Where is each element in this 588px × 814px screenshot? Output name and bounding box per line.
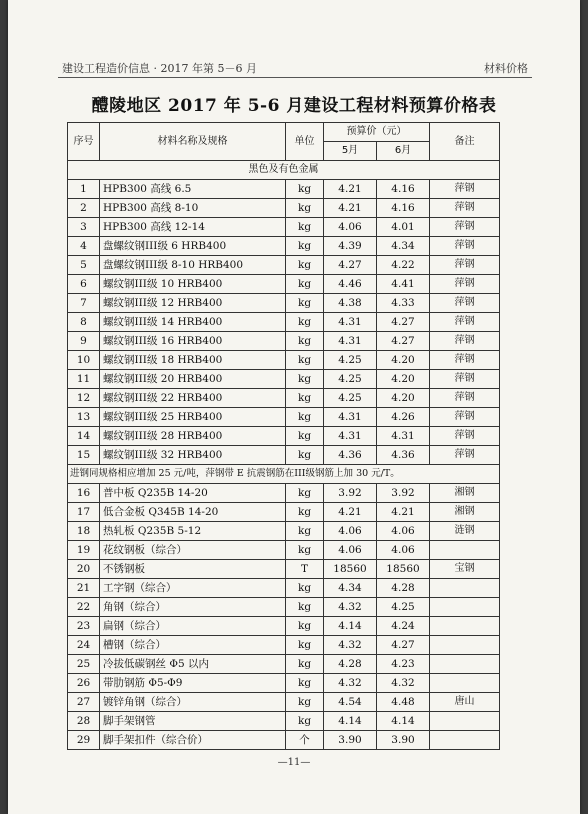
cell-price-may: 4.46 bbox=[324, 275, 377, 294]
cell-price-june: 4.27 bbox=[377, 332, 430, 351]
cell-unit: kg bbox=[286, 712, 324, 731]
table-row bbox=[68, 484, 500, 503]
cell-seq: 19 bbox=[68, 541, 100, 560]
cell-price-may: 4.06 bbox=[324, 218, 377, 237]
table-body bbox=[68, 161, 500, 750]
col-may-header: 5月 bbox=[324, 142, 377, 161]
table-row bbox=[68, 522, 500, 541]
cell-note: 宝钢 bbox=[430, 560, 500, 579]
cell-price-june: 4.14 bbox=[377, 712, 430, 731]
cell-name: 螺纹钢III级 20 HRB400 bbox=[100, 370, 286, 389]
cell-seq: 12 bbox=[68, 389, 100, 408]
cell-price-june: 4.41 bbox=[377, 275, 430, 294]
table-row bbox=[68, 712, 500, 731]
cell-price-june: 4.31 bbox=[377, 427, 430, 446]
cell-price-may: 3.90 bbox=[324, 731, 377, 750]
cell-seq: 14 bbox=[68, 427, 100, 446]
cell-price-june: 3.90 bbox=[377, 731, 430, 750]
cell-price-may: 4.25 bbox=[324, 389, 377, 408]
cell-seq: 20 bbox=[68, 560, 100, 579]
cell-note: 萍钢 bbox=[430, 218, 500, 237]
table-row bbox=[68, 389, 500, 408]
cell-seq: 27 bbox=[68, 693, 100, 712]
cell-note: 萍钢 bbox=[430, 275, 500, 294]
cell-price-june: 4.48 bbox=[377, 693, 430, 712]
table-row bbox=[68, 408, 500, 427]
cell-price-june: 4.16 bbox=[377, 199, 430, 218]
table-row bbox=[68, 313, 500, 332]
cell-note bbox=[430, 579, 500, 598]
cell-name: 角钢（综合） bbox=[100, 598, 286, 617]
document-page bbox=[8, 0, 580, 814]
cell-name: 镀锌角钢（综合） bbox=[100, 693, 286, 712]
cell-unit: kg bbox=[286, 427, 324, 446]
cell-unit: kg bbox=[286, 180, 324, 199]
cell-unit: T bbox=[286, 560, 324, 579]
cell-price-may: 4.32 bbox=[324, 598, 377, 617]
cell-seq: 4 bbox=[68, 237, 100, 256]
cell-price-may: 4.36 bbox=[324, 446, 377, 465]
cell-seq: 22 bbox=[68, 598, 100, 617]
cell-name: HPB300 高线 8-10 bbox=[100, 199, 286, 218]
price-table bbox=[67, 122, 500, 750]
cell-price-may: 4.25 bbox=[324, 351, 377, 370]
cell-note bbox=[430, 636, 500, 655]
cell-note bbox=[430, 674, 500, 693]
cell-price-june: 4.20 bbox=[377, 370, 430, 389]
cell-note: 萍钢 bbox=[430, 256, 500, 275]
header-rule bbox=[58, 77, 532, 78]
table-row bbox=[68, 275, 500, 294]
cell-price-may: 4.38 bbox=[324, 294, 377, 313]
cell-unit: kg bbox=[286, 693, 324, 712]
cell-unit: kg bbox=[286, 332, 324, 351]
cell-unit: kg bbox=[286, 313, 324, 332]
table-row bbox=[68, 693, 500, 712]
cell-price-may: 4.21 bbox=[324, 180, 377, 199]
table-row bbox=[68, 180, 500, 199]
cell-name: 螺纹钢III级 10 HRB400 bbox=[100, 275, 286, 294]
cell-price-may: 4.54 bbox=[324, 693, 377, 712]
cell-name: HPB300 高线 12-14 bbox=[100, 218, 286, 237]
cell-unit: kg bbox=[286, 389, 324, 408]
cell-name: 冷拔低碳钢丝 Φ5 以内 bbox=[100, 655, 286, 674]
col-june-header: 6月 bbox=[377, 142, 430, 161]
cell-unit: kg bbox=[286, 598, 324, 617]
cell-note: 萍钢 bbox=[430, 332, 500, 351]
cell-unit: kg bbox=[286, 408, 324, 427]
cell-price-june: 4.32 bbox=[377, 674, 430, 693]
cell-price-june: 4.16 bbox=[377, 180, 430, 199]
cell-seq: 11 bbox=[68, 370, 100, 389]
cell-price-june: 4.24 bbox=[377, 617, 430, 636]
cell-unit: kg bbox=[286, 351, 324, 370]
cell-seq: 15 bbox=[68, 446, 100, 465]
cell-seq: 7 bbox=[68, 294, 100, 313]
cell-price-may: 4.31 bbox=[324, 313, 377, 332]
cell-unit: kg bbox=[286, 446, 324, 465]
cell-name: 脚手架钢管 bbox=[100, 712, 286, 731]
cell-seq: 1 bbox=[68, 180, 100, 199]
cell-note: 萍钢 bbox=[430, 237, 500, 256]
cell-price-may: 4.14 bbox=[324, 617, 377, 636]
cell-name: 扁钢（综合） bbox=[100, 617, 286, 636]
table-row bbox=[68, 370, 500, 389]
cell-note: 萍钢 bbox=[430, 446, 500, 465]
table-row bbox=[68, 218, 500, 237]
cell-unit: kg bbox=[286, 370, 324, 389]
section-heading: 黑色及有色金属 bbox=[68, 161, 500, 180]
cell-seq: 17 bbox=[68, 503, 100, 522]
cell-unit: kg bbox=[286, 617, 324, 636]
cell-unit: kg bbox=[286, 522, 324, 541]
cell-name: 螺纹钢III级 14 HRB400 bbox=[100, 313, 286, 332]
cell-unit: kg bbox=[286, 484, 324, 503]
cell-seq: 18 bbox=[68, 522, 100, 541]
cell-note bbox=[430, 541, 500, 560]
cell-name: 螺纹钢III级 32 HRB400 bbox=[100, 446, 286, 465]
cell-name: 花纹钢板（综合） bbox=[100, 541, 286, 560]
cell-price-june: 18560 bbox=[377, 560, 430, 579]
cell-note: 萍钢 bbox=[430, 199, 500, 218]
cell-name: 普中板 Q235B 14-20 bbox=[100, 484, 286, 503]
cell-unit: kg bbox=[286, 218, 324, 237]
cell-seq: 21 bbox=[68, 579, 100, 598]
table-row bbox=[68, 503, 500, 522]
cell-name: 螺纹钢III级 22 HRB400 bbox=[100, 389, 286, 408]
table-row bbox=[68, 256, 500, 275]
cell-price-may: 4.14 bbox=[324, 712, 377, 731]
cell-unit: kg bbox=[286, 503, 324, 522]
cell-seq: 9 bbox=[68, 332, 100, 351]
cell-seq: 29 bbox=[68, 731, 100, 750]
cell-price-june: 4.36 bbox=[377, 446, 430, 465]
table-row bbox=[68, 332, 500, 351]
cell-price-may: 4.21 bbox=[324, 199, 377, 218]
cell-price-may: 4.28 bbox=[324, 655, 377, 674]
cell-seq: 2 bbox=[68, 199, 100, 218]
cell-note: 萍钢 bbox=[430, 180, 500, 199]
cell-price-june: 4.20 bbox=[377, 351, 430, 370]
table-row bbox=[68, 351, 500, 370]
cell-name: 螺纹钢III级 18 HRB400 bbox=[100, 351, 286, 370]
cell-price-june: 4.28 bbox=[377, 579, 430, 598]
cell-price-may: 4.25 bbox=[324, 370, 377, 389]
table-row bbox=[68, 731, 500, 750]
cell-unit: kg bbox=[286, 674, 324, 693]
table-row bbox=[68, 674, 500, 693]
cell-price-may: 4.21 bbox=[324, 503, 377, 522]
cell-seq: 23 bbox=[68, 617, 100, 636]
cell-note: 涟钢 bbox=[430, 522, 500, 541]
cell-name: 不锈钢板 bbox=[100, 560, 286, 579]
cell-name: 槽钢（综合） bbox=[100, 636, 286, 655]
cell-unit: kg bbox=[286, 294, 324, 313]
cell-name: 热轧板 Q235B 5-12 bbox=[100, 522, 286, 541]
cell-note bbox=[430, 598, 500, 617]
col-name-header: 材料名称及规格 bbox=[100, 123, 286, 161]
cell-price-may: 4.32 bbox=[324, 674, 377, 693]
cell-price-june: 4.01 bbox=[377, 218, 430, 237]
cell-price-may: 4.31 bbox=[324, 427, 377, 446]
cell-note: 萍钢 bbox=[430, 370, 500, 389]
cell-note: 萍钢 bbox=[430, 294, 500, 313]
cell-note bbox=[430, 731, 500, 750]
table-row bbox=[68, 427, 500, 446]
cell-price-june: 4.23 bbox=[377, 655, 430, 674]
table-row bbox=[68, 579, 500, 598]
cell-price-may: 4.27 bbox=[324, 256, 377, 275]
cell-note: 萍钢 bbox=[430, 427, 500, 446]
cell-price-june: 4.06 bbox=[377, 522, 430, 541]
table-row bbox=[68, 294, 500, 313]
cell-seq: 25 bbox=[68, 655, 100, 674]
cell-price-june: 4.25 bbox=[377, 598, 430, 617]
table-header bbox=[68, 123, 500, 161]
cell-note bbox=[430, 655, 500, 674]
cell-name: 工字钢（综合） bbox=[100, 579, 286, 598]
cell-price-june: 4.22 bbox=[377, 256, 430, 275]
cell-price-may: 4.39 bbox=[324, 237, 377, 256]
cell-seq: 6 bbox=[68, 275, 100, 294]
cell-unit: 个 bbox=[286, 731, 324, 750]
cell-unit: kg bbox=[286, 199, 324, 218]
cell-note: 萍钢 bbox=[430, 389, 500, 408]
cell-price-june: 4.34 bbox=[377, 237, 430, 256]
cell-price-june: 4.27 bbox=[377, 313, 430, 332]
table-row bbox=[68, 636, 500, 655]
cell-note: 萍钢 bbox=[430, 408, 500, 427]
col-unit-header: 单位 bbox=[286, 123, 324, 161]
table-row bbox=[68, 617, 500, 636]
cell-seq: 28 bbox=[68, 712, 100, 731]
cell-price-june: 4.20 bbox=[377, 389, 430, 408]
table-row bbox=[68, 655, 500, 674]
price-notice: 进钢同规格相应增加 25 元/吨，萍钢带 E 抗震钢筋在III级钢筋上加 30 元/T。 bbox=[68, 465, 500, 484]
cell-name: 脚手架扣件（综合价） bbox=[100, 731, 286, 750]
cell-note bbox=[430, 617, 500, 636]
cell-note bbox=[430, 712, 500, 731]
table-row bbox=[68, 598, 500, 617]
cell-seq: 5 bbox=[68, 256, 100, 275]
cell-seq: 13 bbox=[68, 408, 100, 427]
cell-name: 螺纹钢III级 16 HRB400 bbox=[100, 332, 286, 351]
cell-unit: kg bbox=[286, 541, 324, 560]
cell-seq: 24 bbox=[68, 636, 100, 655]
cell-price-may: 18560 bbox=[324, 560, 377, 579]
cell-name: 低合金板 Q345B 14-20 bbox=[100, 503, 286, 522]
cell-seq: 3 bbox=[68, 218, 100, 237]
cell-price-may: 4.06 bbox=[324, 522, 377, 541]
cell-seq: 10 bbox=[68, 351, 100, 370]
page-number: —11— bbox=[277, 757, 311, 768]
col-note-header: 备注 bbox=[430, 123, 500, 161]
table-row bbox=[68, 560, 500, 579]
cell-name: 盘螺纹钢III级 6 HRB400 bbox=[100, 237, 286, 256]
table-row bbox=[68, 446, 500, 465]
table-row bbox=[68, 541, 500, 560]
cell-name: 螺纹钢III级 28 HRB400 bbox=[100, 427, 286, 446]
notice-row bbox=[68, 465, 500, 484]
cell-name: HPB300 高线 6.5 bbox=[100, 180, 286, 199]
cell-price-june: 4.27 bbox=[377, 636, 430, 655]
cell-name: 螺纹钢III级 12 HRB400 bbox=[100, 294, 286, 313]
table-row bbox=[68, 199, 500, 218]
cell-name: 螺纹钢III级 25 HRB400 bbox=[100, 408, 286, 427]
cell-price-may: 4.31 bbox=[324, 332, 377, 351]
cell-price-may: 4.34 bbox=[324, 579, 377, 598]
cell-name: 盘螺纹钢III级 8-10 HRB400 bbox=[100, 256, 286, 275]
cell-unit: kg bbox=[286, 275, 324, 294]
cell-price-may: 4.31 bbox=[324, 408, 377, 427]
cell-price-june: 4.33 bbox=[377, 294, 430, 313]
cell-note: 萍钢 bbox=[430, 313, 500, 332]
cell-seq: 26 bbox=[68, 674, 100, 693]
cell-seq: 8 bbox=[68, 313, 100, 332]
cell-note: 湘钢 bbox=[430, 484, 500, 503]
cell-price-june: 4.26 bbox=[377, 408, 430, 427]
cell-note: 萍钢 bbox=[430, 351, 500, 370]
running-header-left: 建设工程造价信息 · 2017 年第 5－6 月 bbox=[62, 62, 257, 75]
page-title: 醴陵地区 2017 年 5-6 月建设工程材料预算价格表 bbox=[91, 96, 497, 116]
cell-unit: kg bbox=[286, 256, 324, 275]
cell-price-may: 3.92 bbox=[324, 484, 377, 503]
col-seq-header: 序号 bbox=[68, 123, 100, 161]
cell-unit: kg bbox=[286, 237, 324, 256]
col-price-header: 预算价（元） bbox=[324, 123, 430, 142]
table-row bbox=[68, 237, 500, 256]
cell-name: 带肋钢筋 Φ5-Φ9 bbox=[100, 674, 286, 693]
cell-seq: 16 bbox=[68, 484, 100, 503]
cell-note: 唐山 bbox=[430, 693, 500, 712]
cell-unit: kg bbox=[286, 636, 324, 655]
cell-price-june: 4.06 bbox=[377, 541, 430, 560]
cell-price-may: 4.06 bbox=[324, 541, 377, 560]
cell-note: 湘钢 bbox=[430, 503, 500, 522]
cell-price-may: 4.32 bbox=[324, 636, 377, 655]
cell-price-june: 4.21 bbox=[377, 503, 430, 522]
running-header-right: 材料价格 bbox=[484, 62, 528, 75]
cell-price-june: 3.92 bbox=[377, 484, 430, 503]
cell-unit: kg bbox=[286, 655, 324, 674]
cell-unit: kg bbox=[286, 579, 324, 598]
